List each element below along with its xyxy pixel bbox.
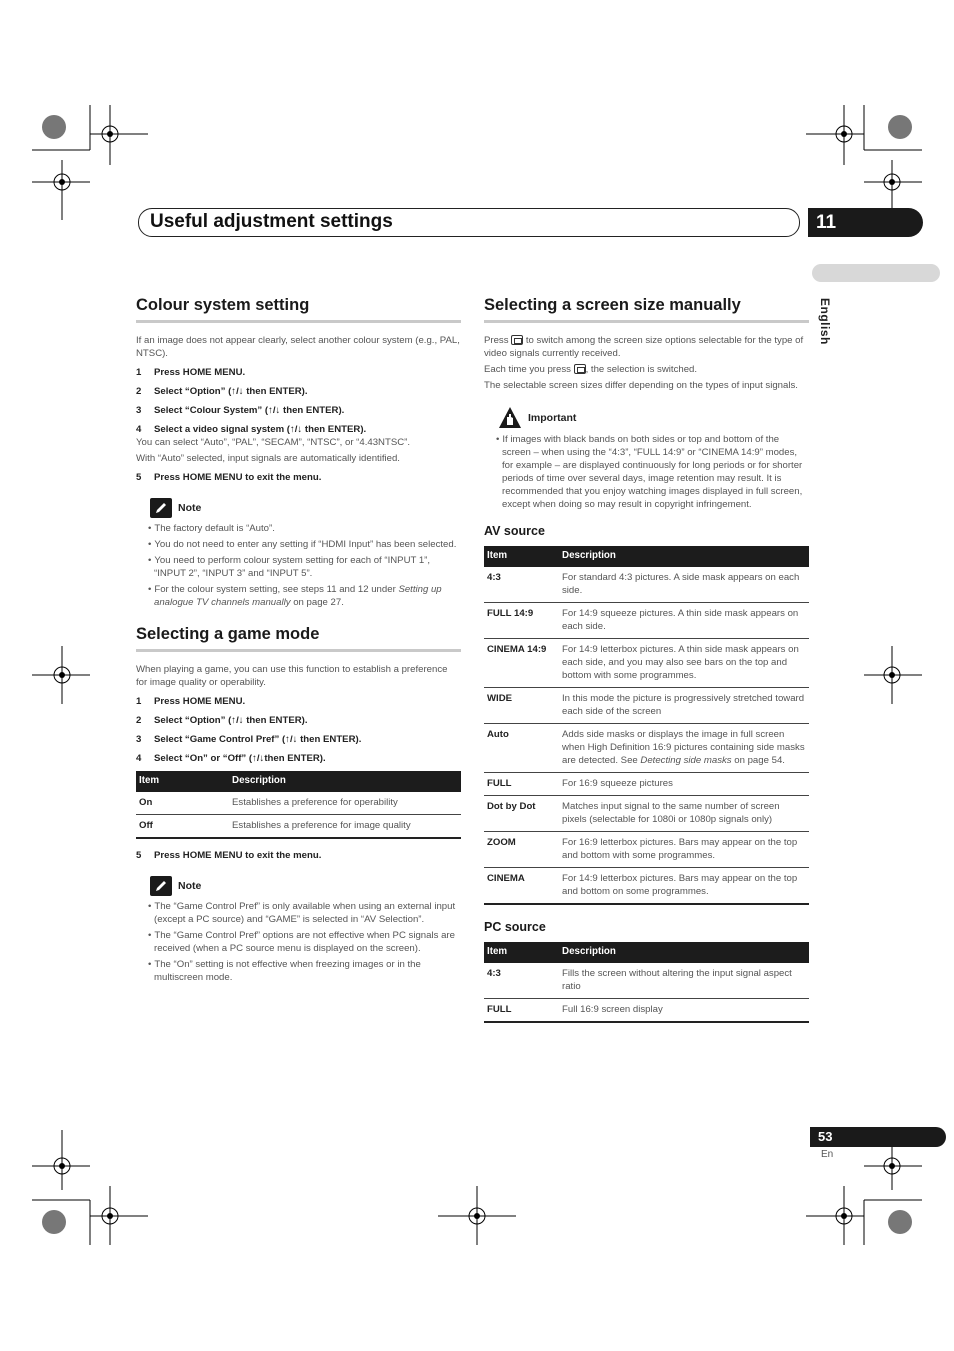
right-column xyxy=(484,294,809,1023)
table-cell-description: Establishes a preference for image quality xyxy=(229,815,461,839)
table-header-row xyxy=(484,546,809,567)
pc-source-heading: PC source xyxy=(484,920,546,934)
note-header xyxy=(150,876,461,896)
step: 4 Select “On” or “Off” (↑/↓then ENTER). xyxy=(136,753,326,764)
screen-size-p2: Each time you press , the selection is switched. xyxy=(484,364,698,375)
note-item: • The “Game Control Pref” options are not effective when PC signals are received (when a PC source menu is displayed on the screen). xyxy=(148,929,461,955)
important-item: • If images with black bands on both sides or top and bottom of the screen – when using the “4:3”, “FULL 14:9” or “CINEMA 14:9” modes, for example – are displayed continuously for long periods or for shorter periods of time over several days, image retention may result. It is recommended that you enjoy watching images displayed in full screen, except when doing so may result in copyright infringement. xyxy=(496,433,809,511)
note-item: • The “On” setting is not effective when freezing images or in the multiscreen mode. xyxy=(148,958,461,984)
table-row: Dot by Dot Matches input signal to the same number of screen pixels (selectable for 1080i or 1080p signals only) xyxy=(484,796,809,832)
step: 3 Select “Game Control Pref” (↑/↓ then ENTER). xyxy=(136,734,362,745)
important-notes xyxy=(496,433,809,511)
step: 4 Select a video signal system (↑/↓ then ENTER). xyxy=(136,424,367,435)
step: 1 Press HOME MENU. xyxy=(136,696,246,707)
step: 2 Select “Option” (↑/↓ then ENTER). xyxy=(136,715,308,726)
table-row: FULL For 16:9 squeeze pictures xyxy=(484,773,809,796)
table-row xyxy=(136,792,461,815)
game-mode-notes xyxy=(148,900,461,984)
step4-detail-2: With “Auto” selected, input signals are automatically identified. xyxy=(136,453,400,464)
game-mode-step5 xyxy=(136,849,461,862)
table-row: Auto Adds side masks or displays the image in full screen when High Definition 16:9 pictures containing side masks are detected. See Detecting side masks on page 54. xyxy=(484,724,809,773)
cross-reference: Detecting side masks xyxy=(640,755,732,766)
note-item: • The “Game Control Pref” is only available when using an external input (except a PC source) and “GAME” is selected in “AV Selection”. xyxy=(148,900,461,926)
screen-size-button-icon xyxy=(574,364,586,374)
table-cell-item: Off xyxy=(136,815,229,839)
game-mode-heading: Selecting a game mode xyxy=(136,623,461,652)
page-number: 53 xyxy=(818,1129,833,1144)
table-row: CINEMA 14:9 For 14:9 letterbox pictures. A thin side mask appears on each side, and you may also see bars on the top and bottom with some programmes. xyxy=(484,639,809,688)
screen-size-button-icon xyxy=(511,335,523,345)
screen-size-p1: Press to switch among the screen size options selectable for the type of video signals currently received. xyxy=(484,335,804,359)
table-header-row xyxy=(484,942,809,963)
column-header: Description xyxy=(559,546,809,567)
step: 2 Select “Option” (↑/↓ then ENTER). xyxy=(136,386,308,397)
table-row xyxy=(136,815,461,839)
table-row: FULL 14:9 For 14:9 squeeze pictures. A thin side mask appears on each side. xyxy=(484,603,809,639)
language-label: English xyxy=(818,298,832,345)
av-source-table xyxy=(484,546,809,905)
important-title: Important xyxy=(528,412,577,424)
colour-system-steps xyxy=(136,366,461,436)
table-cell-description: Establishes a preference for operability xyxy=(229,792,461,815)
column-header: Description xyxy=(559,942,809,963)
step4-detail-1: You can select “Auto”, “PAL”, “SECAM”, “NTSC”, or “4.43NTSC”. xyxy=(136,437,411,448)
colour-system-notes xyxy=(148,522,461,609)
colour-system-step5 xyxy=(136,471,461,484)
column-header: Item xyxy=(484,546,559,567)
note-title: Note xyxy=(178,502,202,514)
important-header xyxy=(498,406,809,430)
table-row: CINEMA For 14:9 letterbox pictures. Bars may appear on the top and bottom on some programmes. xyxy=(484,868,809,905)
table-row: FULL Full 16:9 screen display xyxy=(484,999,809,1023)
av-source-heading: AV source xyxy=(484,524,545,538)
note-item: • You do not need to enter any setting if “HDMI Input” has been selected. xyxy=(148,538,461,551)
pencil-note-icon xyxy=(150,498,172,518)
screen-size-heading: Selecting a screen size manually xyxy=(484,294,809,323)
left-column xyxy=(136,294,461,987)
table-row: 4:3 For standard 4:3 pictures. A side mask appears on each side. xyxy=(484,567,809,603)
step: 3 Select “Colour System” (↑/↓ then ENTER). xyxy=(136,405,345,416)
note-header xyxy=(150,498,461,518)
note-item: • The factory default is “Auto”. xyxy=(148,522,461,535)
game-mode-intro: When playing a game, you can use this function to establish a preference for image quality or operability. xyxy=(136,664,448,688)
column-header: Item xyxy=(484,942,559,963)
note-item: • For the colour system setting, see steps 11 and 12 under Setting up analogue TV channels manually on page 27. xyxy=(148,583,461,609)
language-tab xyxy=(812,264,940,282)
chapter-number: 11 xyxy=(808,208,923,237)
column-header: Description xyxy=(229,771,461,792)
step: 5 Press HOME MENU to exit the menu. xyxy=(136,472,322,483)
table-row: ZOOM For 16:9 letterbox pictures. Bars may appear on the top and bottom with some programmes. xyxy=(484,832,809,868)
cross-reference: Setting up analogue TV channels manually xyxy=(154,584,442,608)
game-mode-table xyxy=(136,771,461,839)
table-row: WIDE In this mode the picture is progressively stretched toward each side of the screen xyxy=(484,688,809,724)
note-item: • You need to perform colour system setting for each of “INPUT 1”, “INPUT 2”, “INPUT 3” and “INPUT 5”. xyxy=(148,554,461,580)
game-mode-steps xyxy=(136,695,461,765)
page-language-code: En xyxy=(821,1149,834,1160)
column-header: Item xyxy=(136,771,229,792)
table-header-row xyxy=(136,771,461,792)
table-row: 4:3 Fills the screen without altering the input signal aspect ratio xyxy=(484,963,809,999)
note-title: Note xyxy=(178,880,202,892)
step: 1 Press HOME MENU. xyxy=(136,367,246,378)
table-cell-item: On xyxy=(136,792,229,815)
important-hand-icon xyxy=(498,406,522,430)
chapter-title: Useful adjustment settings xyxy=(150,211,393,232)
screen-size-p3: The selectable screen sizes differ depending on the types of input signals. xyxy=(484,380,798,391)
colour-system-heading: Colour system setting xyxy=(136,294,461,323)
step: 5 Press HOME MENU to exit the menu. xyxy=(136,850,322,861)
colour-system-intro: If an image does not appear clearly, select another colour system (e.g., PAL, NTSC). xyxy=(136,335,460,359)
language-label-container xyxy=(818,298,842,346)
pc-source-table xyxy=(484,942,809,1023)
pencil-note-icon xyxy=(150,876,172,896)
